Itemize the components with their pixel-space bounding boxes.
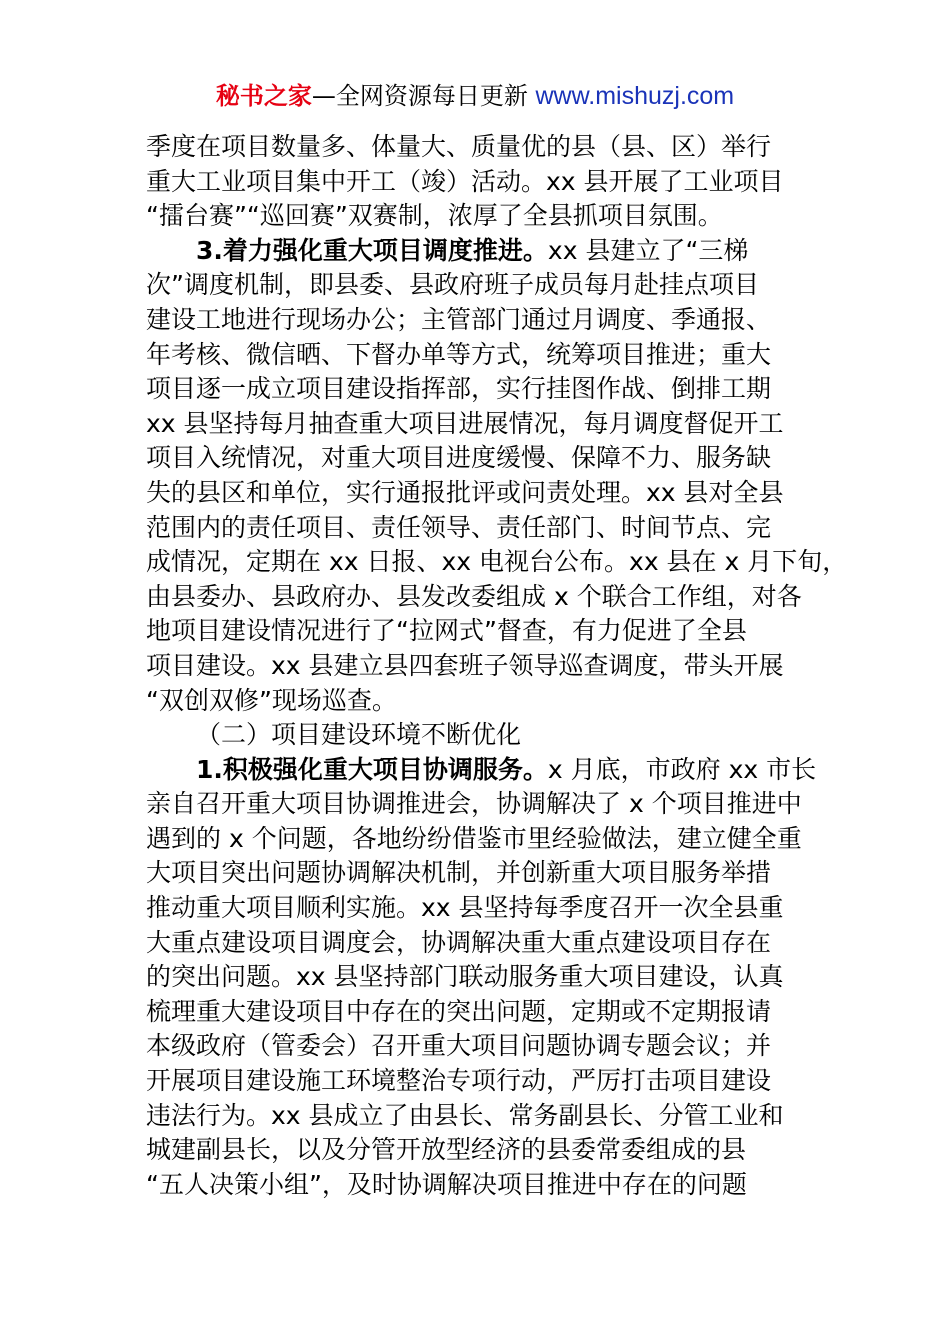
- text-line: [146, 1133, 818, 1168]
- line-text: 次”调度机制，即县委、县政府班子成员每月赴挂点项目: [146, 270, 759, 300]
- text-line: [146, 199, 818, 234]
- bold-lead-in: 3.着力强化重大项目调度推进。: [196, 235, 548, 265]
- line-text: 亲自召开重大项目协调推进会，协调解决了 x 个项目推进中: [146, 789, 802, 819]
- site-brand: 秘书之家: [215, 82, 312, 110]
- text-line: [146, 303, 818, 338]
- text-line: [146, 407, 818, 442]
- site-url-link[interactable]: www.mishuzj.com: [535, 82, 735, 110]
- line-text: “擂台赛”“巡回赛”双赛制，浓厚了全县抓项目氛围。: [146, 201, 723, 231]
- line-text: 建设工地进行现场办公；主管部门通过月调度、季通报、: [146, 304, 772, 334]
- text-line: [146, 718, 818, 753]
- line-text: 开展项目建设施工环境整治专项行动，严厉打击项目建设: [146, 1066, 772, 1096]
- text-line: [146, 960, 818, 995]
- text-line: [146, 1064, 818, 1099]
- text-line: [146, 684, 818, 719]
- text-line: [146, 614, 818, 649]
- text-line: [146, 649, 818, 684]
- line-text: （二）项目建设环境不断优化: [196, 720, 522, 750]
- text-line: [146, 1099, 818, 1134]
- text-line: [146, 372, 818, 407]
- line-text: “双创双修”现场巡查。: [146, 685, 397, 715]
- line-text: 大重点建设项目调度会，协调解决重大重点建设项目存在: [146, 927, 772, 957]
- line-text: 季度在项目数量多、体量大、质量优的县（县、区）举行: [146, 132, 772, 161]
- line-text: 推动重大项目顺利实施。xx 县坚持每季度召开一次全县重: [146, 893, 784, 923]
- text-line: [146, 545, 848, 580]
- line-text: “五人决策小组”，及时协调解决项目推进中存在的问题: [146, 1169, 747, 1199]
- site-header: [0, 78, 950, 114]
- line-text: 由县委办、县政府办、县发改委组成 x 个联合工作组，对各: [146, 581, 802, 611]
- line-text: 梳理重大建设项目中存在的突出问题，定期或不定期报请: [146, 996, 772, 1026]
- line-text: x 月底，市政府 xx 市长: [547, 754, 817, 784]
- line-text: 城建副县长，以及分管开放型经济的县委常委组成的县: [146, 1135, 747, 1165]
- text-line: [146, 234, 818, 269]
- text-line: [146, 822, 818, 857]
- document-body: [146, 130, 848, 1202]
- line-text: 违法行为。xx 县成立了由县长、常务副县长、分管工业和: [146, 1100, 784, 1130]
- text-line: [146, 856, 818, 891]
- line-text: 遇到的 x 个问题，各地纷纷借鉴市里经验做法，建立健全重: [146, 823, 802, 853]
- line-text: xx 县建立了“三梯: [547, 235, 749, 265]
- line-text: 本级政府（管委会）召开重大项目问题协调专题会议；并: [146, 1031, 772, 1061]
- text-line: [146, 130, 818, 165]
- bold-lead-in: 1.积极强化重大项目协调服务。: [196, 754, 548, 784]
- line-text: 项目入统情况，对重大项目进度缓慢、保障不力、服务缺: [146, 443, 772, 473]
- line-text: 范围内的责任项目、责任领导、责任部门、时间节点、完: [146, 512, 772, 542]
- text-line: [146, 511, 818, 546]
- line-text: 年考核、微信晒、下督办单等方式，统筹项目推进；重大: [146, 339, 772, 369]
- line-text: 项目逐一成立项目建设指挥部，实行挂图作战、倒排工期: [146, 374, 772, 404]
- text-line: [146, 338, 818, 373]
- text-line: [146, 753, 818, 788]
- line-text: 大项目突出问题协调解决机制，并创新重大项目服务举措: [146, 858, 772, 888]
- text-line: [146, 926, 818, 961]
- text-line: [146, 891, 818, 926]
- line-text: 成情况，定期在 xx 日报、xx 电视台公布。xx 县在 x 月下旬，: [146, 547, 848, 577]
- text-line: [146, 268, 818, 303]
- line-text: 的突出问题。xx 县坚持部门联动服务重大项目建设，认真: [146, 962, 784, 992]
- text-line: [146, 476, 818, 511]
- line-text: 地项目建设情况进行了“拉网式”督查，有力促进了全县: [146, 616, 747, 646]
- text-line: [146, 441, 818, 476]
- text-line: [146, 165, 818, 200]
- line-text: 重大工业项目集中开工（竣）活动。xx 县开展了工业项目: [146, 166, 784, 196]
- text-line: [146, 1029, 818, 1064]
- text-line: [146, 580, 818, 615]
- line-text: 项目建设。xx 县建立县四套班子领导巡查调度，带头开展: [146, 650, 784, 680]
- text-line: [146, 995, 818, 1030]
- line-text: 失的县区和单位，实行通报批评或问责处理。xx 县对全县: [146, 477, 784, 507]
- site-tagline: —全网资源每日更新: [311, 82, 528, 110]
- text-line: [146, 1168, 818, 1203]
- line-text: xx 县坚持每月抽查重大项目进展情况，每月调度督促开工: [146, 408, 784, 438]
- text-line: [146, 787, 818, 822]
